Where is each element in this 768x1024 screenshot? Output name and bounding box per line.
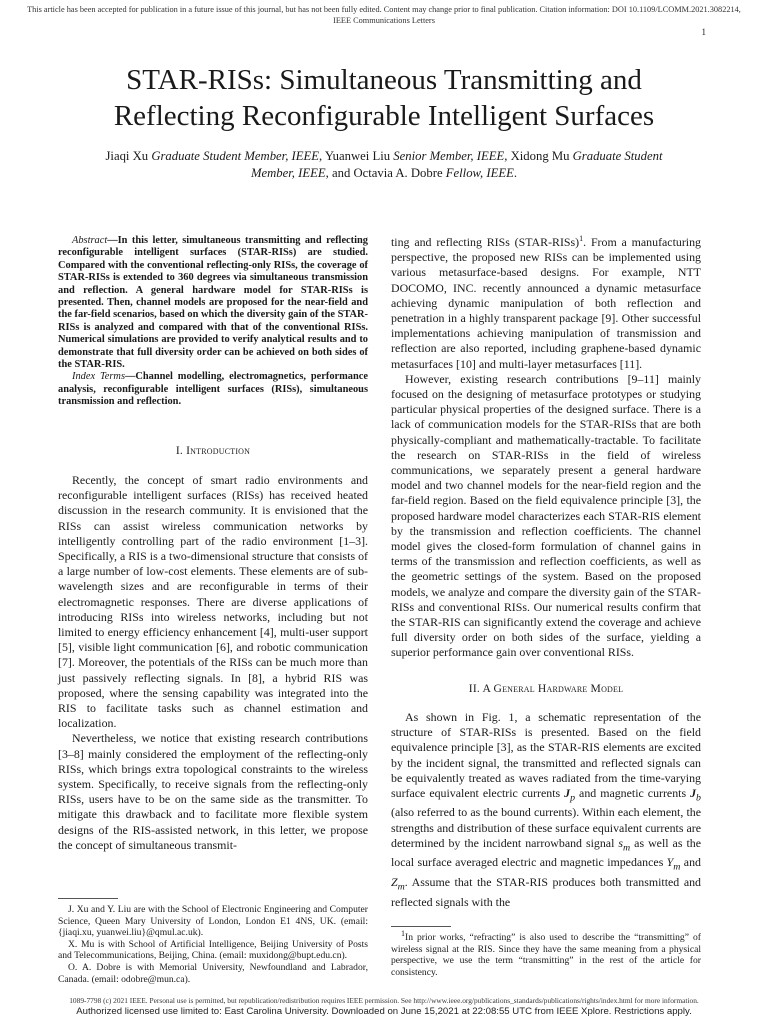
abstract-text: —In this letter, simultaneous transmitting and reflecting reconfigurable intelligent surfaces (STAR-RISs) are studied. Compared with the conventional reflecting-only RISs, the coverage of STAR-RISs is extended to 360 degrees via simultaneous transmission and reflection. A general hardware model for STAR-RISs is presented. Then, channel models are proposed for the near-field and the far-field scenarios, based on which the diversity gain of the STAR-RISs is analyzed and compared with that of the conventional RISs. Numerical simulations are provided to verify analytical results and to demonstrate that full diversity order can be achieved on both sides of the STAR-RIS. <box>58 235 368 371</box>
author-2-role: Senior Member, IEEE <box>393 149 505 163</box>
body-text: ting and reflecting RISs (STAR-RISs) <box>391 235 580 249</box>
license-notice: Authorized licensed use limited to: East Carolina University. Downloaded on June 15,2021 at 22:08:55 UTC from IEEE Xplore. Restrictions apply. <box>76 1006 692 1017</box>
footnote-divider <box>391 926 451 927</box>
body-text: and <box>680 855 701 870</box>
abstract <box>58 235 368 371</box>
footnote-affiliation-2: X. Mu is with School of Artificial Intelligence, Beijing University of Posts and Telecommunications, Beijing, China. (email: muxidong@bupt.edu.cn). <box>58 938 368 962</box>
author-1: Jiaqi Xu <box>105 149 152 163</box>
body-text: . From a manufacturing perspective, the proposed new RISs can be implemented using various metasurface-based designs. For example, NTT DOCOMO, INC. recently announced a dynamic metasurface achieving dynamic manipulation of both reflection and penetration in a highly transparent package [9]. Other successful implementations achieving manipulation of transmission and reflection are also reported, including graphene-based dynamic metasurfaces [10] and multi-layer metasurfaces [11]. <box>391 235 701 371</box>
body-paragraph: Nevertheless, we notice that existing research contributions [3–8] mainly considered the employment of the reflecting-only RISs, which brings extra topological constraints to the wireless system. Specifically, to receive signals from the reflecting-only RISs, users have to be on the same side as the transmitter. To mitigate this drawback and to facilitate more flexible system designs of the RIS-assisted network, in this letter, we propose the concept of simultaneous transmit- <box>58 731 368 852</box>
body-text: (also referred to as the bound currents). Within each element, the strengths and distribution of these surface equivalent currents are determined by the incident narrowband signal <box>391 805 701 850</box>
author-list <box>90 148 678 182</box>
index-terms <box>58 371 368 408</box>
section-heading-introduction: I. Introduction <box>175 443 251 457</box>
index-terms-label: Index Terms <box>72 371 125 383</box>
body-text: . Assume that the STAR-RIS produces both transmitted and reflected signals with the <box>391 875 701 909</box>
footnote-affiliation-1: J. Xu and Y. Liu are with the School of Electronic Engineering and Computer Science, Queen Mary University of London, London E1 4NS, UK. (email:{jiaqi.xu, yuanwei.liu}@qmul.ac.uk). <box>58 904 368 939</box>
math-symbol: Y <box>666 855 674 870</box>
author-4-role: Fellow, IEEE <box>445 166 514 180</box>
section-heading-hardware-model: II. A General Hardware Model <box>468 681 624 695</box>
math-symbol: J <box>690 785 697 800</box>
paper-title <box>30 62 738 134</box>
footnote-terminology <box>391 928 701 978</box>
abstract-label: Abstract <box>72 235 108 246</box>
footnote-marker: 1 <box>579 234 584 244</box>
author-1-role: Graduate Student Member, IEEE <box>151 149 320 163</box>
publication-notice: This article has been accepted for publication in a future issue of this journal, but has not been fully edited. Content may change prior to final publication. Citation information: DOI 10.1109/LCOMM.2021.3082214, IEEE Communications Letters <box>27 5 741 25</box>
footnote-marker: 1 <box>401 928 405 938</box>
body-paragraph: However, existing research contributions [9–11] mainly focused on the designing of metasurface prototypes or studying particular physical properties of the designed surface. There is a lack of communication models for the STAR-RISs that are both physically-compliant and mathematically-tractable. To facilitate the research on STAR-RISs in the field of wireless communications, we separately present a general hardware model and two channel models for the near-field region and the far-field region. Based on the field equivalence principle [3], the proposed hardware model characterizes each STAR-RIS element by the transmission and reflection coefficients. The channel model gives the closed-form formulation of channel gains in terms of the transmission and reflection coefficients, as well as the geometric settings of the system. Based on the proposed models, we analyze and compare the diversity gain of the STAR-RISs and conventional RISs. Our numerical results confirm that the STAR-RIS can significantly extend the coverage and achieve full diversity order on both sides of the surface, yielding a superior performance gain over conventional RISs. <box>391 371 701 660</box>
body-paragraph <box>391 235 701 372</box>
body-paragraph: Recently, the concept of smart radio environments and reconfigurable intelligent surfaces (RISs) has received heated discussion in the research community. It is envisioned that the RISs can assist wireless communication networks by intelligently controlling part of the radio environment [1–3]. Specifically, a RIS is a two-dimensional structure that consists of a large number of low-cost elements. These elements are of sub-wavelength sizes and are reconfigurable in terms of their electromagnetic responses. There are diverse applications of introducing RISs into wireless networks, including but not limited to energy efficiency enhancement [4], multi-user support [5], visible light communication [6], and robotic communication [7]. Moreover, the potentials of the RISs can be much more than just passively reflecting signals. In [8], a hybrid RIS was proposed, where the sensing capability was integrated into the RIS to facilitate tasks such as channel estimation and localization. <box>58 472 368 731</box>
copyright-notice: 1089-7798 (c) 2021 IEEE. Personal use is permitted, but republication/redistribution requires IEEE permission. See http://www.ieee.org/publications_standards/publications/rights/index.html for more information. <box>69 996 699 1005</box>
body-text: As shown in Fig. 1, a schematic representation of the structure of STAR-RISs is presented. Based on the field equivalence principle [3], as the STAR-RIS elements are excited by the incident signal, the transmitted and reflected signals can be equivalently treated as waves radiated from the time-varying surface equivalent electric currents <box>391 709 701 800</box>
math-subscript: p <box>570 792 576 804</box>
math-symbol: J <box>564 785 571 800</box>
math-symbol: Z <box>391 875 398 890</box>
footnote-1-text: In prior works, “refracting” is also used to describe the “transmitting” of wireless signal at the RIS. Since they have the same meaning from a physical perspective, we use the term “transmitting” in the rest of the article for consistency. <box>391 932 701 978</box>
author-list-end: . <box>513 166 518 180</box>
math-subscript: b <box>696 792 701 804</box>
math-symbol: s <box>618 835 624 850</box>
footnote-affiliation-3: O. A. Dobre is with Memorial University, Newfoundland and Labrador, Canada. (email: odobre@mun.ca). <box>58 961 368 985</box>
index-terms-text: —Channel modelling, electromagnetics, performance analysis, reconfigurable intelligent surfaces (RISs), simultaneous transmission and reflection. <box>58 371 368 408</box>
left-column <box>58 235 368 853</box>
footnote-divider <box>58 898 118 899</box>
author-2: , Yuanwei Liu <box>319 149 394 163</box>
body-text: and magnetic currents <box>575 785 691 800</box>
author-3-role: Graduate Student Member, IEEE <box>250 149 663 180</box>
math-subscript: m <box>673 861 681 873</box>
body-paragraph <box>391 710 701 910</box>
title-line-2: Reflecting Reconfigurable Intelligent Surfaces <box>113 100 655 132</box>
right-column <box>391 235 701 910</box>
math-subscript: m <box>623 842 631 854</box>
affiliation-footnotes <box>58 904 368 985</box>
body-text: as well as the local surface averaged electric and magnetic impedances <box>391 835 701 870</box>
title-line-1: STAR-RISs: Simultaneous Transmitting and <box>126 64 642 96</box>
page-number: 1 <box>701 27 706 37</box>
author-4: , and Octavia A. Dobre <box>325 166 446 180</box>
author-3: , Xidong Mu <box>504 149 573 163</box>
math-subscript: m <box>397 881 405 893</box>
footnote-1 <box>391 928 701 978</box>
